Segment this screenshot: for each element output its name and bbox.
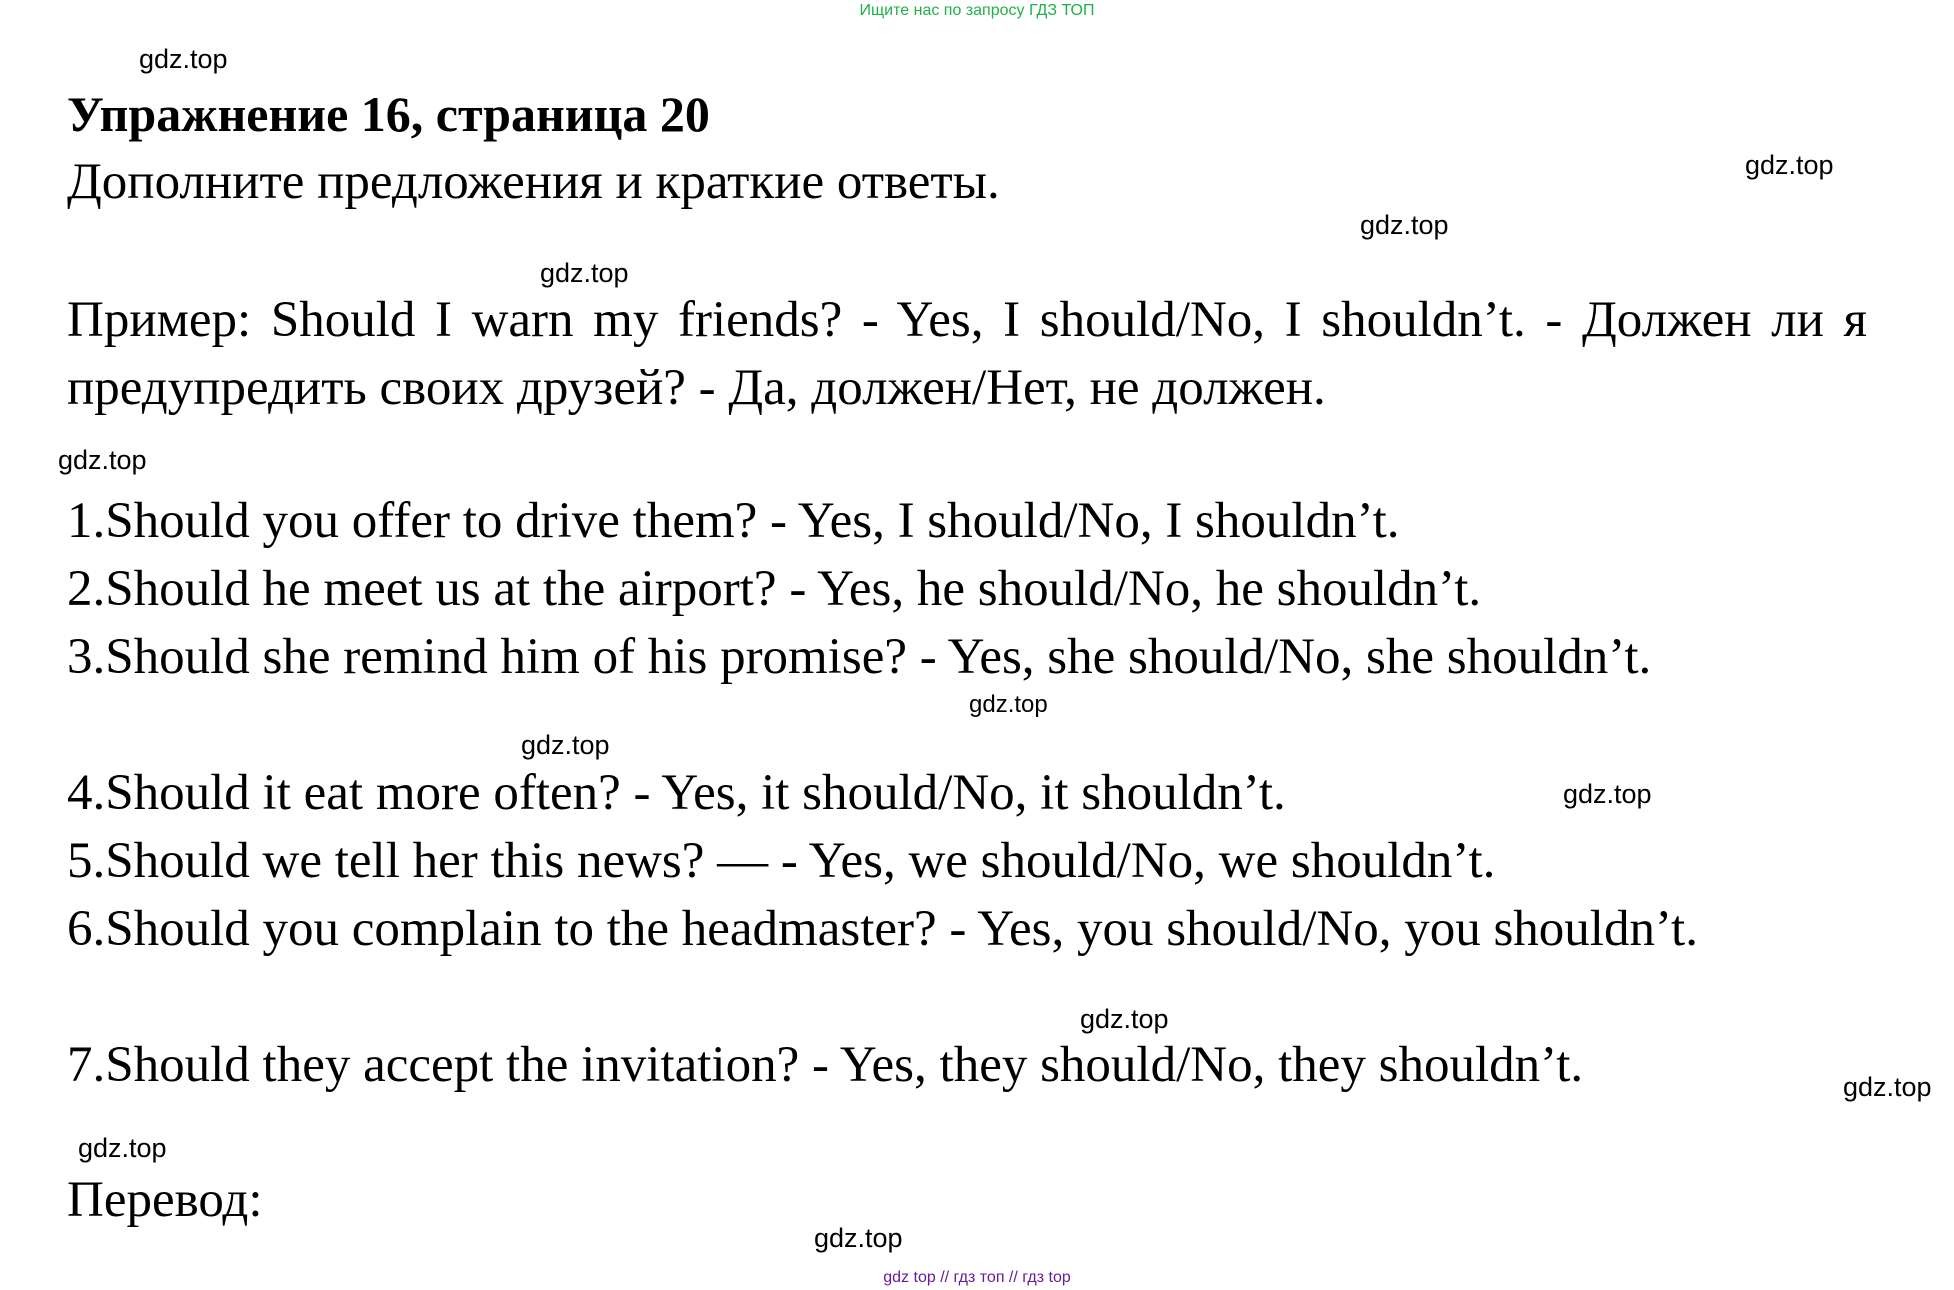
answer-item-4: 4.Should it eat more often? - Yes, it should/No, it shouldn’t.: [67, 765, 1286, 821]
footer-links[interactable]: gdz top // гдз топ // гдз top: [883, 1269, 1071, 1286]
watermark: gdz.top: [969, 691, 1048, 718]
watermark: gdz.top: [1745, 150, 1834, 180]
watermark: gdz.top: [1080, 1004, 1169, 1034]
watermark: gdz.top: [58, 445, 147, 475]
top-banner[interactable]: Ищите нас по запросу ГДЗ ТОП: [859, 2, 1095, 19]
answer-item-3: 3.Should she remind him of his promise? - Yes, she should/No, she shouldn’t.: [67, 629, 1652, 685]
translation-label: Перевод:: [67, 1172, 263, 1228]
watermark: gdz.top: [1843, 1072, 1932, 1102]
answer-item-7: 7.Should they accept the invitation? - Yes, they should/No, they shouldn’t.: [67, 1037, 1584, 1093]
answer-item-1: 1.Should you offer to drive them? - Yes, I should/No, I shouldn’t.: [67, 493, 1400, 549]
answer-item-2: 2.Should he meet us at the airport? - Yes, he should/No, he shouldn’t.: [67, 561, 1482, 617]
answer-item-6: 6.Should you complain to the headmaster? - Yes, you should/No, you shouldn’t.: [67, 901, 1698, 957]
example-sentence: Пример: Should I warn my friends? - Yes, I should/No, I shouldn’t. - Должен ли я предупредить своих друзей? - Да, должен/Нет, не должен.: [67, 292, 1867, 416]
page-title: Упражнение 16, страница 20: [67, 86, 710, 142]
watermark: gdz.top: [139, 44, 228, 74]
answer-item-5: 5.Should we tell her this news? — - Yes, we should/No, we shouldn’t.: [67, 833, 1496, 889]
watermark: gdz.top: [78, 1133, 167, 1163]
watermark: gdz.top: [521, 730, 610, 760]
exercise-instruction: Дополните предложения и краткие ответы.: [67, 154, 1000, 210]
watermark: gdz.top: [540, 258, 629, 288]
watermark: gdz.top: [1360, 210, 1449, 240]
watermark: gdz.top: [1563, 779, 1652, 809]
watermark: gdz.top: [814, 1223, 903, 1253]
